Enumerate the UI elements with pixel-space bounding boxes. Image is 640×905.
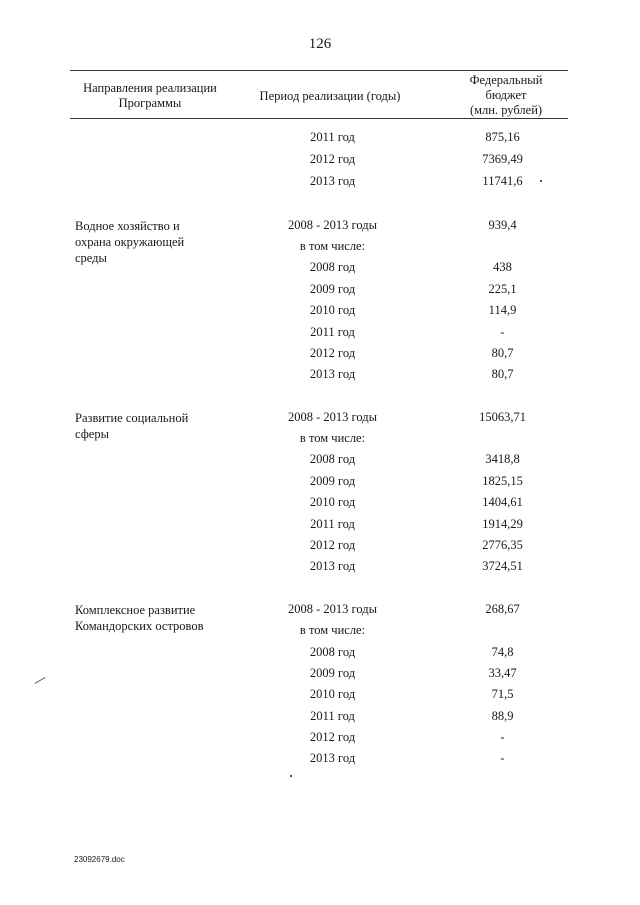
budget-cell: 225,1 [488,282,517,296]
scan-dot [540,180,542,182]
table-top-rule [70,70,568,71]
header-direction: Направления реализации Программы [83,81,217,110]
period-cell: 2009 год [309,282,356,296]
budget-cell: 11741,6 [482,174,523,188]
budget-cell: 2776,35 [482,538,523,552]
header-budget: Федеральный бюджет (млн. рублей) [469,73,543,117]
budget-cell: 3724,51 [482,559,523,573]
budget-cell: 1825,15 [482,474,523,488]
table-row [0,346,640,368]
table-row [0,174,640,196]
period-cell: 2010 год [309,303,356,317]
budget-cell: 80,7 [491,346,514,360]
table-row [0,303,640,325]
table-row [0,452,640,474]
period-cell: 2008 год [309,260,356,274]
table-row [0,730,640,752]
table-row [0,709,640,731]
period-cell: 2010 год [309,495,356,509]
table-row [0,260,640,282]
period-cell: 2008 год [309,645,356,659]
period-cell: 2012 год [309,346,356,360]
budget-cell: 3418,8 [485,452,520,466]
table-row [0,751,640,773]
scan-dot [290,775,292,777]
period-cell: 2010 год [309,687,356,701]
period-cell: 2012 год [309,538,356,552]
direction-cell: Водное хозяйство и охрана окружающей среды [75,219,185,265]
period-cell: 2008 - 2013 годы [287,218,377,232]
table-row [0,666,640,688]
budget-cell: 7369,49 [482,152,523,166]
table-row [0,325,640,347]
period-cell: 2013 год [309,751,356,765]
period-cell: 2011 год [310,130,355,144]
budget-cell: 268,67 [485,602,520,616]
table-row [0,152,640,174]
period-cell: 2011 год [310,709,355,723]
budget-cell: 33,47 [488,666,517,680]
period-cell: в том числе: [299,431,366,445]
budget-cell: 438 [493,260,512,274]
table-row [0,367,640,389]
budget-cell: 875,16 [485,130,520,144]
budget-cell: 939,4 [488,218,517,232]
table-row [0,645,640,667]
table-row [0,687,640,709]
table-header-rule [70,118,568,119]
direction-cell: Развитие социальной сферы [75,411,189,441]
budget-cell: 1914,29 [482,517,523,531]
period-cell: 2009 год [309,666,356,680]
period-cell: 2008 - 2013 годы [287,410,377,424]
budget-cell: 80,7 [491,367,514,381]
budget-cell: 88,9 [491,709,514,723]
period-cell: 2012 год [309,152,356,166]
table-row [0,559,640,581]
period-cell: 2008 - 2013 годы [287,602,377,616]
page-number: 126 [308,36,332,52]
table-row [0,623,640,645]
table-row [0,495,640,517]
budget-cell: - [500,730,505,744]
period-cell: 2013 год [309,367,356,381]
budget-cell: 74,8 [491,645,514,659]
period-cell: в том числе: [299,623,366,637]
header-period: Период реализации (годы) [259,89,401,103]
direction-cell: Комплексное развитие Командорских островов [75,603,204,633]
period-cell: 2008 год [309,452,356,466]
footer-filename: 23092679.doc [74,855,125,864]
budget-cell: 15063,71 [479,410,526,424]
budget-cell: 1404,61 [482,495,523,509]
budget-cell: - [500,325,505,339]
table-row [0,130,640,152]
period-cell: 2012 год [309,730,356,744]
table-row [0,431,640,453]
period-cell: 2013 год [309,559,356,573]
table-row [0,282,640,304]
period-cell: 2011 год [310,517,355,531]
table-row [0,538,640,560]
table-row [0,517,640,539]
table-row [0,474,640,496]
period-cell: 2011 год [310,325,355,339]
budget-cell: 71,5 [491,687,514,701]
table-row [0,239,640,261]
period-cell: в том числе: [299,239,366,253]
budget-cell: 114,9 [488,303,517,317]
budget-cell: - [500,751,505,765]
period-cell: 2013 год [309,174,356,188]
period-cell: 2009 год [309,474,356,488]
